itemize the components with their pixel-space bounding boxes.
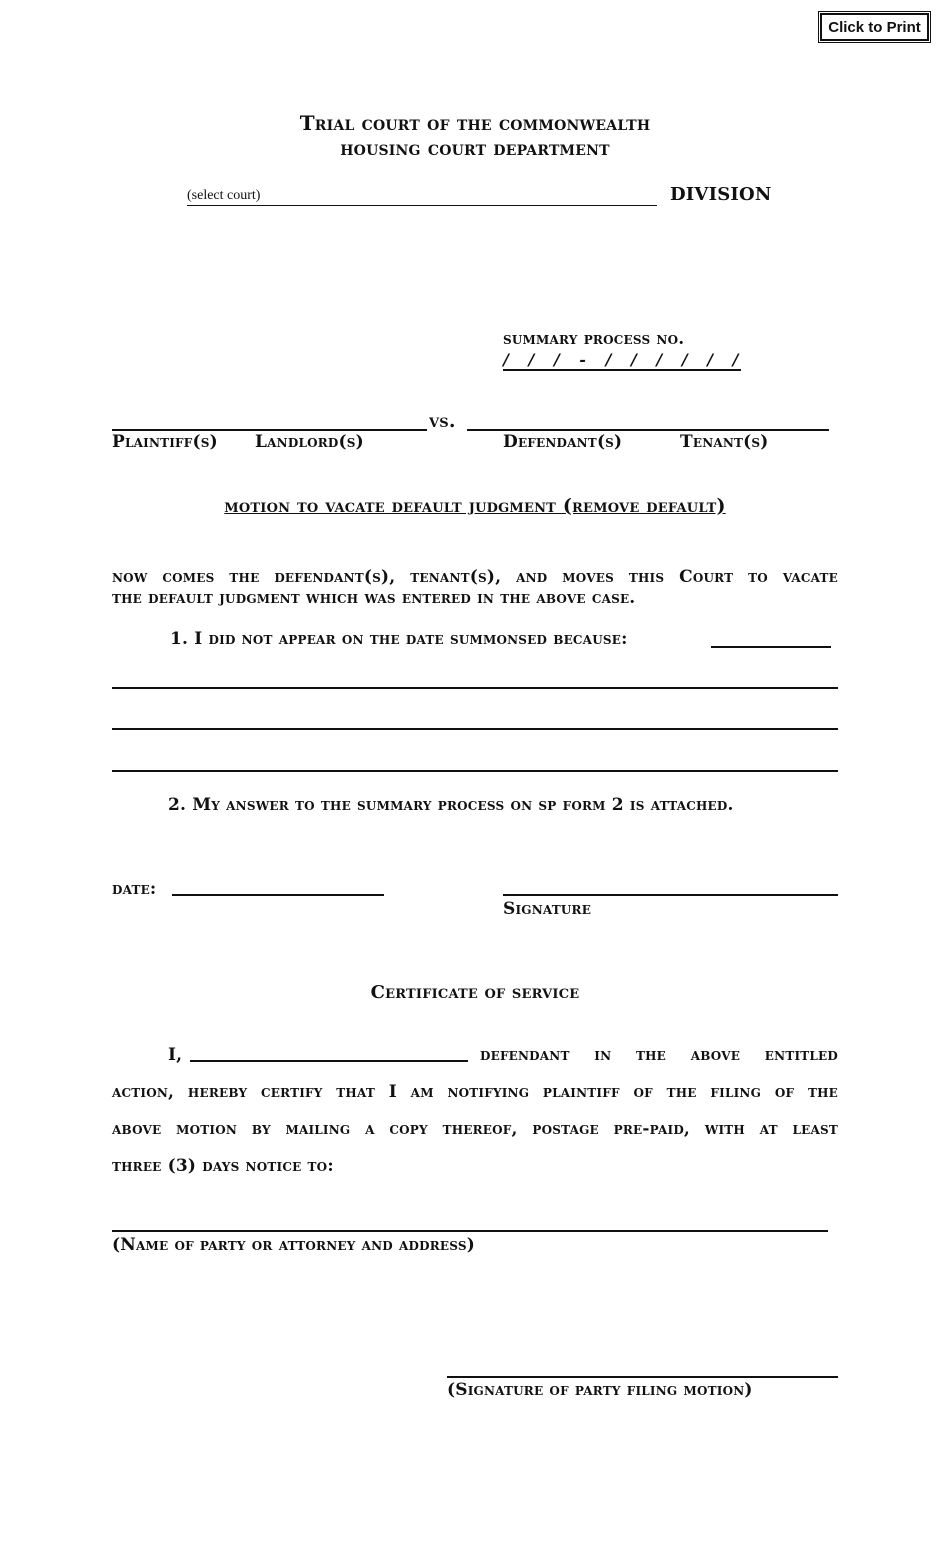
signature-line[interactable] (503, 894, 838, 896)
reason-line-2[interactable] (112, 728, 838, 730)
item-1-text: 1. I did not appear on the date summonsed because: (170, 629, 628, 649)
division-label: DIVISION (670, 184, 772, 205)
print-button[interactable]: Click to Print (820, 13, 929, 41)
item-2-text: 2. My answer to the summary process on sp form 2 is attached. (168, 795, 734, 815)
party-name-address-field[interactable] (112, 1230, 828, 1232)
defendant-name-field[interactable] (190, 1060, 468, 1062)
vs-label: vs. (429, 410, 456, 432)
certificate-line-3: above motion by mailing a copy thereof, postage pre-paid, with at least (112, 1119, 838, 1139)
certificate-title: Certificate of service (370, 982, 580, 1003)
reason-line-3[interactable] (112, 770, 838, 772)
date-label: date: (112, 879, 157, 899)
filing-signature-line[interactable] (447, 1376, 838, 1378)
plaintiff-label: Plaintiff(s) (112, 432, 218, 452)
plaintiff-line[interactable] (112, 429, 427, 431)
certificate-line-1: defendant in the above entitled (480, 1045, 838, 1065)
court-select[interactable]: (select court) (187, 188, 657, 206)
intro-line-2: the default judgment which was entered in the above case. (112, 588, 636, 608)
landlord-label: Landlord(s) (255, 432, 364, 452)
motion-title: motion to vacate default judgment (remove default) (224, 495, 726, 517)
certificate-i-label: I, (168, 1045, 183, 1065)
intro-line-1: now comes the defendant(s), tenant(s), and moves this Court to vacate (112, 567, 838, 587)
certificate-line-2: action, hereby certify that I am notifying plaintiff of the filing of the (112, 1082, 838, 1102)
filing-signature-label: (Signature of party filing motion) (447, 1380, 753, 1400)
court-title: Trial court of the commonwealth (299, 111, 651, 135)
party-name-address-label: (Name of party or attorney and address) (112, 1235, 475, 1255)
summary-process-label: summary process no. (503, 329, 685, 349)
date-field[interactable] (172, 894, 384, 896)
reason-line-0[interactable] (711, 646, 831, 648)
signature-label: Signature (503, 899, 592, 919)
tenant-label: Tenant(s) (680, 432, 769, 452)
court-department: housing court department (340, 136, 610, 160)
certificate-line-4: three (3) days notice to: (112, 1156, 334, 1176)
reason-line-1[interactable] (112, 687, 838, 689)
defendant-label: Defendant(s) (503, 432, 623, 452)
summary-process-number-field[interactable]: / / / - / / / / / / (503, 350, 746, 369)
defendant-line[interactable] (467, 429, 829, 431)
